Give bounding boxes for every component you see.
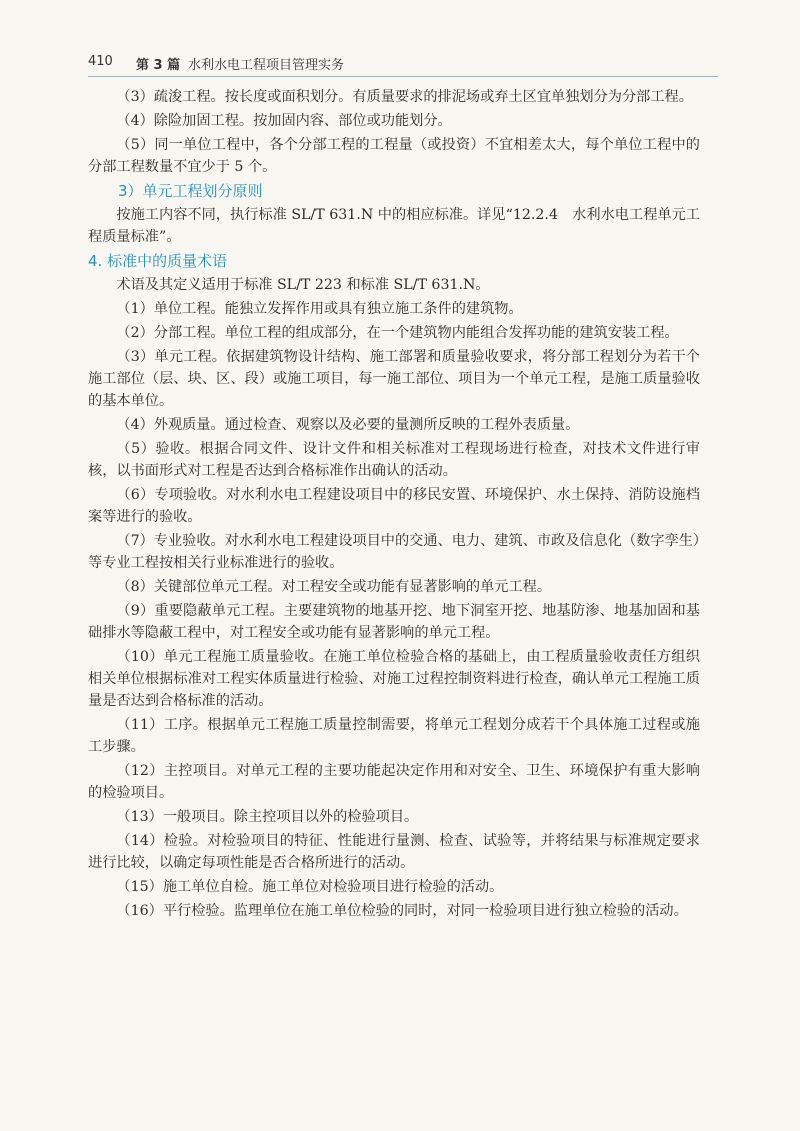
term-10: （10）单元工程施工质量验收。在施工单位检验合格的基础上，由工程质量验收责任方组织相关单位根据标准对工程实体质量进行检验、对施工过程控制资料进行检查，确认单元工程施工质量是否达到合格标准的活动。 bbox=[88, 649, 700, 709]
page-body bbox=[88, 86, 700, 924]
term-3: （3）单元工程。依据建筑物设计结构、施工部署和质量验收要求，将分部工程划分为若干个施工部位（层、块、区、段）或施工项目，每一施工部位、项目为一个单元工程，是施工质量验收的基本单位。 bbox=[88, 349, 700, 409]
term-13: （13）一般项目。除主控项目以外的检验项目。 bbox=[116, 809, 419, 825]
header-rule bbox=[88, 76, 718, 77]
section-heading-quality-terms: 4. 标准中的质量术语 bbox=[88, 252, 228, 270]
page-number: 410 bbox=[88, 54, 113, 69]
term-15: （15）施工单位自检。施工单位对检验项目进行检验的活动。 bbox=[116, 879, 504, 895]
term-16: （16）平行检验。监理单位在施工单位检验的同时，对同一检验项目进行独立检验的活动。 bbox=[116, 903, 688, 919]
paragraph-dredging: （3）疏浚工程。按长度或面积划分。有质量要求的排泥场或弃土区宜单独划分为分部工程。 bbox=[116, 89, 693, 105]
term-2: （2）分部工程。单位工程的组成部分，在一个建筑物内能组合发挥功能的建筑安装工程。 bbox=[116, 325, 679, 341]
term-12: （12）主控项目。对单元工程的主要功能起决定作用和对安全、卫生、环境保护有重大影响的检验项目。 bbox=[88, 763, 700, 801]
paragraph-reinforcement: （4）除险加固工程。按加固内容、部位或功能划分。 bbox=[116, 113, 452, 129]
term-11: （11）工序。根据单元工程施工质量控制需要，将单元工程划分成若干个具体施工过程或施工步骤。 bbox=[88, 717, 700, 755]
book-title: 水利水电工程项目管理实务 bbox=[188, 58, 345, 73]
part-label: 第 3 篇 bbox=[136, 58, 181, 73]
paragraph-unit-principle: 按施工内容不同，执行标准 SL/T 631.N 中的相应标准。详见“12.2.4 水利水电工程单元工程质量标准”。 bbox=[88, 207, 700, 245]
term-5: （5）验收。根据合同文件、设计文件和相关标准对工程现场进行检查，对技术文件进行审核，以书面形式对工程是否达到合格标准作出确认的活动。 bbox=[88, 441, 700, 479]
term-7: （7）专业验收。对水利水电工程建设项目中的交通、电力、建筑、市政及信息化（数字孪生）等专业工程按相关行业标准进行的验收。 bbox=[88, 533, 701, 571]
term-4: （4）外观质量。通过检查、观察以及必要的量测所反映的工程外表质量。 bbox=[116, 417, 580, 433]
page-header bbox=[88, 46, 718, 76]
paragraph-division-count: （5）同一单位工程中，各个分部工程的工程量（或投资）不宜相差太大，每个单位工程中的分部工程数量不宜少于 5 个。 bbox=[88, 137, 700, 175]
term-1: （1）单位工程。能独立发挥作用或具有独立施工条件的建筑物。 bbox=[116, 301, 523, 317]
term-6: （6）专项验收。对水利水电工程建设项目中的移民安置、环境保护、水土保持、消防设施档案等进行的验收。 bbox=[88, 487, 700, 525]
term-8: （8）关键部位单元工程。对工程安全或功能有显著影响的单元工程。 bbox=[116, 579, 552, 595]
terms-intro: 术语及其定义适用于标准 SL/T 223 和标准 SL/T 631.N。 bbox=[116, 277, 490, 293]
term-14: （14）检验。对检验项目的特征、性能进行量测、检查、试验等，并将结果与标准规定要求进行比较，以确定每项性能是否合格所进行的活动。 bbox=[88, 833, 700, 871]
section-heading-unit-principle: 3）单元工程划分原则 bbox=[118, 182, 263, 200]
term-9: （9）重要隐蔽单元工程。主要建筑物的地基开挖、地下洞室开挖、地基防渗、地基加固和基础排水等隐蔽工程中，对工程安全或功能有显著影响的单元工程。 bbox=[88, 603, 700, 641]
